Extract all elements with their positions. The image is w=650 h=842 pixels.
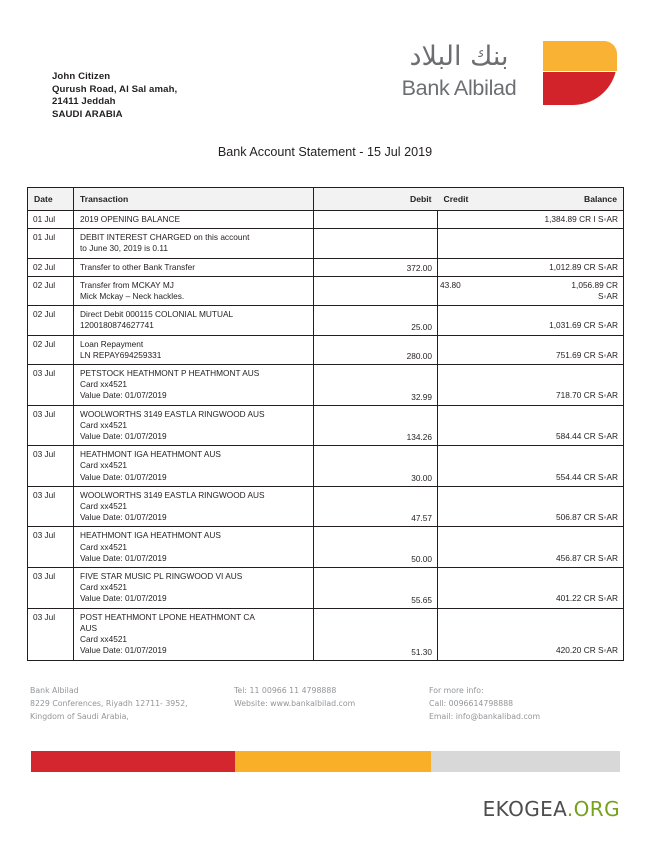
cell-transaction — [74, 608, 314, 660]
balance-line: 1,056.89 CR — [571, 279, 618, 290]
transaction-line: Value Date: 01/07/2019 — [80, 431, 167, 442]
transaction-line: Value Date: 01/07/2019 — [80, 471, 167, 482]
footer-color-bar — [31, 751, 620, 772]
cell-credit-balance — [438, 365, 624, 406]
logo-mark-icon — [543, 41, 617, 105]
cell-transaction — [74, 258, 314, 276]
page-header — [0, 0, 650, 130]
cell-credit-balance — [438, 608, 624, 660]
cell-transaction — [74, 365, 314, 406]
footer-info-column — [429, 684, 629, 723]
cell-debit: 280.00 — [314, 335, 438, 364]
transaction-line: 2019 OPENING BALANCE — [80, 214, 181, 224]
transaction-line: Card xx4521 — [80, 582, 128, 593]
spacer — [440, 623, 618, 634]
footer-line: Kingdom of Saudi Arabia, — [30, 712, 129, 721]
logo-arabic-text: بنك البلاد — [409, 41, 509, 72]
cell-date: 02 Jul — [28, 276, 74, 305]
transaction-line: Card xx4521 — [80, 379, 128, 390]
transaction-line: Value Date: 01/07/2019 — [80, 645, 167, 656]
cell-date: 02 Jul — [28, 258, 74, 276]
transaction-line: Card xx4521 — [80, 634, 128, 645]
table-row — [28, 527, 624, 568]
table-row — [28, 608, 624, 660]
page-title: Bank Account Statement - 15 Jul 2019 — [217, 145, 433, 159]
cell-date: 02 Jul — [28, 306, 74, 335]
cell-credit-balance — [438, 211, 624, 229]
transaction-line: WOOLWORTHS 3149 EASTLA RINGWOOD AUS — [80, 408, 265, 419]
cell-debit: 51.30 — [314, 608, 438, 660]
cell-transaction — [74, 229, 314, 258]
column-header-date: Date — [28, 188, 74, 211]
cell-debit: 30.00 — [314, 446, 438, 487]
balance-line: 506.87 CR S◦AR — [556, 512, 618, 523]
transaction-line: FIVE STAR MUSIC PL RINGWOOD VI AUS — [80, 571, 243, 582]
spacer — [440, 612, 618, 623]
transaction-line: AUS — [80, 622, 98, 633]
footer-line: Bank Albilad — [30, 686, 79, 695]
cell-debit: 372.00 — [314, 258, 438, 276]
cell-debit: 32.99 — [314, 365, 438, 406]
transaction-line: Mick Mckay – Neck hackles. — [80, 291, 185, 302]
transaction-line: Value Date: 01/07/2019 — [80, 552, 167, 563]
transaction-line: POST HEATHMONT LPONE HEATHMONT CA — [80, 611, 255, 622]
balance-line: 1,384.89 CR I S◦AR — [544, 214, 618, 224]
transaction-line: Value Date: 01/07/2019 — [80, 512, 167, 523]
cell-transaction — [74, 405, 314, 446]
spacer — [440, 309, 618, 320]
balance-line: 584.44 CR S◦AR — [556, 431, 618, 442]
transaction-line: WOOLWORTHS 3149 EASTLA RINGWOOD AUS — [80, 489, 265, 500]
statement-table — [27, 187, 624, 661]
logo-text — [385, 38, 533, 99]
spacer — [440, 571, 618, 582]
spacer — [440, 339, 618, 350]
cell-transaction — [74, 446, 314, 487]
cell-credit-balance — [438, 568, 624, 609]
spacer — [440, 379, 618, 390]
footer-line: 8229 Conferences, Riyadh 12711- 3952, — [30, 699, 188, 708]
table-header-row — [28, 188, 624, 211]
cell-debit: 134.26 — [314, 405, 438, 446]
cell-credit-balance — [438, 258, 624, 276]
spacer — [440, 420, 618, 431]
cell-date: 03 Jul — [28, 405, 74, 446]
addressee-block — [52, 71, 177, 121]
column-header-transaction: Transaction — [74, 188, 314, 211]
spacer — [440, 582, 618, 593]
spacer — [440, 634, 618, 645]
cell-debit: 47.57 — [314, 486, 438, 527]
transaction-line: Loan Repayment — [80, 338, 144, 349]
spacer — [440, 542, 618, 553]
transaction-line: PETSTOCK HEATHMONT P HEATHMONT AUS — [80, 368, 260, 379]
watermark-tld: .ORG — [566, 797, 620, 821]
balance-line: 554.44 CR S◦AR — [556, 471, 618, 482]
table-row — [28, 258, 624, 276]
cell-date: 03 Jul — [28, 486, 74, 527]
footer-line: Call: 0096614798888 — [429, 699, 514, 708]
balance-line: 1,031.69 CR S◦AR — [549, 320, 618, 331]
table-row — [28, 405, 624, 446]
color-bar-red — [31, 751, 235, 772]
cell-debit: 25.00 — [314, 306, 438, 335]
table-row — [28, 568, 624, 609]
spacer — [440, 409, 618, 420]
cell-debit: 55.65 — [314, 568, 438, 609]
cell-debit — [314, 229, 438, 258]
transaction-line: 1200180874627741 — [80, 320, 154, 331]
transaction-line: Card xx4521 — [80, 501, 128, 512]
footer-line: For more info: — [429, 686, 484, 695]
table-row — [28, 335, 624, 364]
table-row — [28, 211, 624, 229]
cell-debit — [314, 211, 438, 229]
balance-line: 718.70 CR S◦AR — [556, 390, 618, 401]
spacer — [440, 501, 618, 512]
cell-transaction — [74, 568, 314, 609]
footer-contact-column — [234, 684, 434, 710]
footer-line: Tel: 11 00966 11 4798888 — [234, 686, 337, 695]
cell-date: 03 Jul — [28, 527, 74, 568]
balance-line: 751.69 CR S◦AR — [556, 349, 618, 360]
column-header-credit: Credit — [443, 194, 469, 204]
balance-line: 401.22 CR S◦AR — [556, 593, 618, 604]
addressee-street: Qurush Road, Al Sal amah, — [52, 83, 178, 95]
table-row — [28, 276, 624, 305]
logo-amber-shape — [543, 41, 617, 71]
transaction-line: Value Date: 01/07/2019 — [80, 593, 167, 604]
color-bar-amber — [235, 751, 431, 772]
cell-date: 03 Jul — [28, 446, 74, 487]
table-row — [28, 229, 624, 258]
spacer — [440, 530, 618, 541]
cell-credit-balance — [438, 486, 624, 527]
cell-credit-balance — [438, 527, 624, 568]
transaction-line: Transfer to other Bank Transfer — [80, 261, 195, 272]
table-row — [28, 486, 624, 527]
transaction-line: Transfer from MCKAY MJ — [80, 279, 174, 290]
footer-line: Website: www.bankalbilad.com — [234, 699, 356, 708]
footer-address-column — [30, 684, 240, 723]
table-row — [28, 446, 624, 487]
cell-credit-value: 43.80 — [440, 279, 461, 290]
transaction-line: HEATHMONT IGA HEATHMONT AUS — [80, 449, 221, 460]
cell-transaction — [74, 306, 314, 335]
bank-albilad-logo — [385, 38, 620, 110]
spacer — [440, 368, 618, 379]
table-body — [28, 211, 624, 661]
cell-date: 03 Jul — [28, 568, 74, 609]
footer-line: Email: info@bankalibad.com — [429, 712, 541, 721]
addressee-city: 21411 Jeddah — [52, 96, 116, 108]
addressee-name: John Citizen — [52, 71, 111, 82]
column-header-debit: Debit — [314, 188, 438, 211]
cell-date: 02 Jul — [28, 335, 74, 364]
transaction-line: Direct Debit 000115 COLONIAL MUTUAL — [80, 309, 234, 320]
addressee-country: SAUDI ARABIA — [52, 108, 123, 120]
cell-debit: 50.00 — [314, 527, 438, 568]
cell-credit-balance — [438, 405, 624, 446]
transaction-line: Value Date: 01/07/2019 — [80, 390, 167, 401]
table-row — [28, 306, 624, 335]
transaction-line: to June 30, 2019 is 0.11 — [80, 243, 168, 254]
column-header-credit-balance — [438, 188, 624, 211]
cell-credit-balance — [438, 306, 624, 335]
transaction-line: HEATHMONT IGA HEATHMONT AUS — [80, 530, 221, 541]
cell-credit-balance — [438, 229, 624, 258]
spacer — [440, 460, 618, 471]
balance-line: 456.87 CR S◦AR — [556, 552, 618, 563]
transaction-line: Card xx4521 — [80, 460, 128, 471]
balance-line: 420.20 CR S◦AR — [556, 645, 618, 656]
cell-date: 01 Jul — [28, 229, 74, 258]
logo-latin-text: Bank Albilad — [401, 76, 517, 100]
transaction-line: DEBIT INTEREST CHARGED on this account — [80, 232, 250, 243]
balance-line: 1,012.89 CR S◦AR — [549, 261, 618, 272]
transaction-line: Card xx4521 — [80, 419, 128, 430]
column-header-balance: Balance — [584, 194, 617, 204]
watermark — [0, 797, 620, 821]
cell-credit-balance — [438, 446, 624, 487]
cell-transaction — [74, 276, 314, 305]
watermark-name: EKOGEA — [482, 797, 567, 821]
cell-date: 01 Jul — [28, 211, 74, 229]
color-bar-grey — [431, 751, 620, 772]
cell-transaction — [74, 211, 314, 229]
cell-date: 03 Jul — [28, 608, 74, 660]
cell-credit-balance — [438, 276, 624, 305]
spacer — [440, 490, 618, 501]
balance-line: S◦AR — [597, 291, 618, 302]
logo-red-shape — [543, 72, 617, 105]
cell-transaction — [74, 335, 314, 364]
transaction-line: Card xx4521 — [80, 541, 128, 552]
cell-credit-balance — [438, 335, 624, 364]
spacer — [440, 449, 618, 460]
cell-date: 03 Jul — [28, 365, 74, 406]
table-row — [28, 365, 624, 406]
cell-debit — [314, 276, 438, 305]
transaction-line: LN REPAY694259331 — [80, 349, 162, 360]
cell-transaction — [74, 527, 314, 568]
cell-transaction — [74, 486, 314, 527]
table-header — [28, 188, 624, 211]
